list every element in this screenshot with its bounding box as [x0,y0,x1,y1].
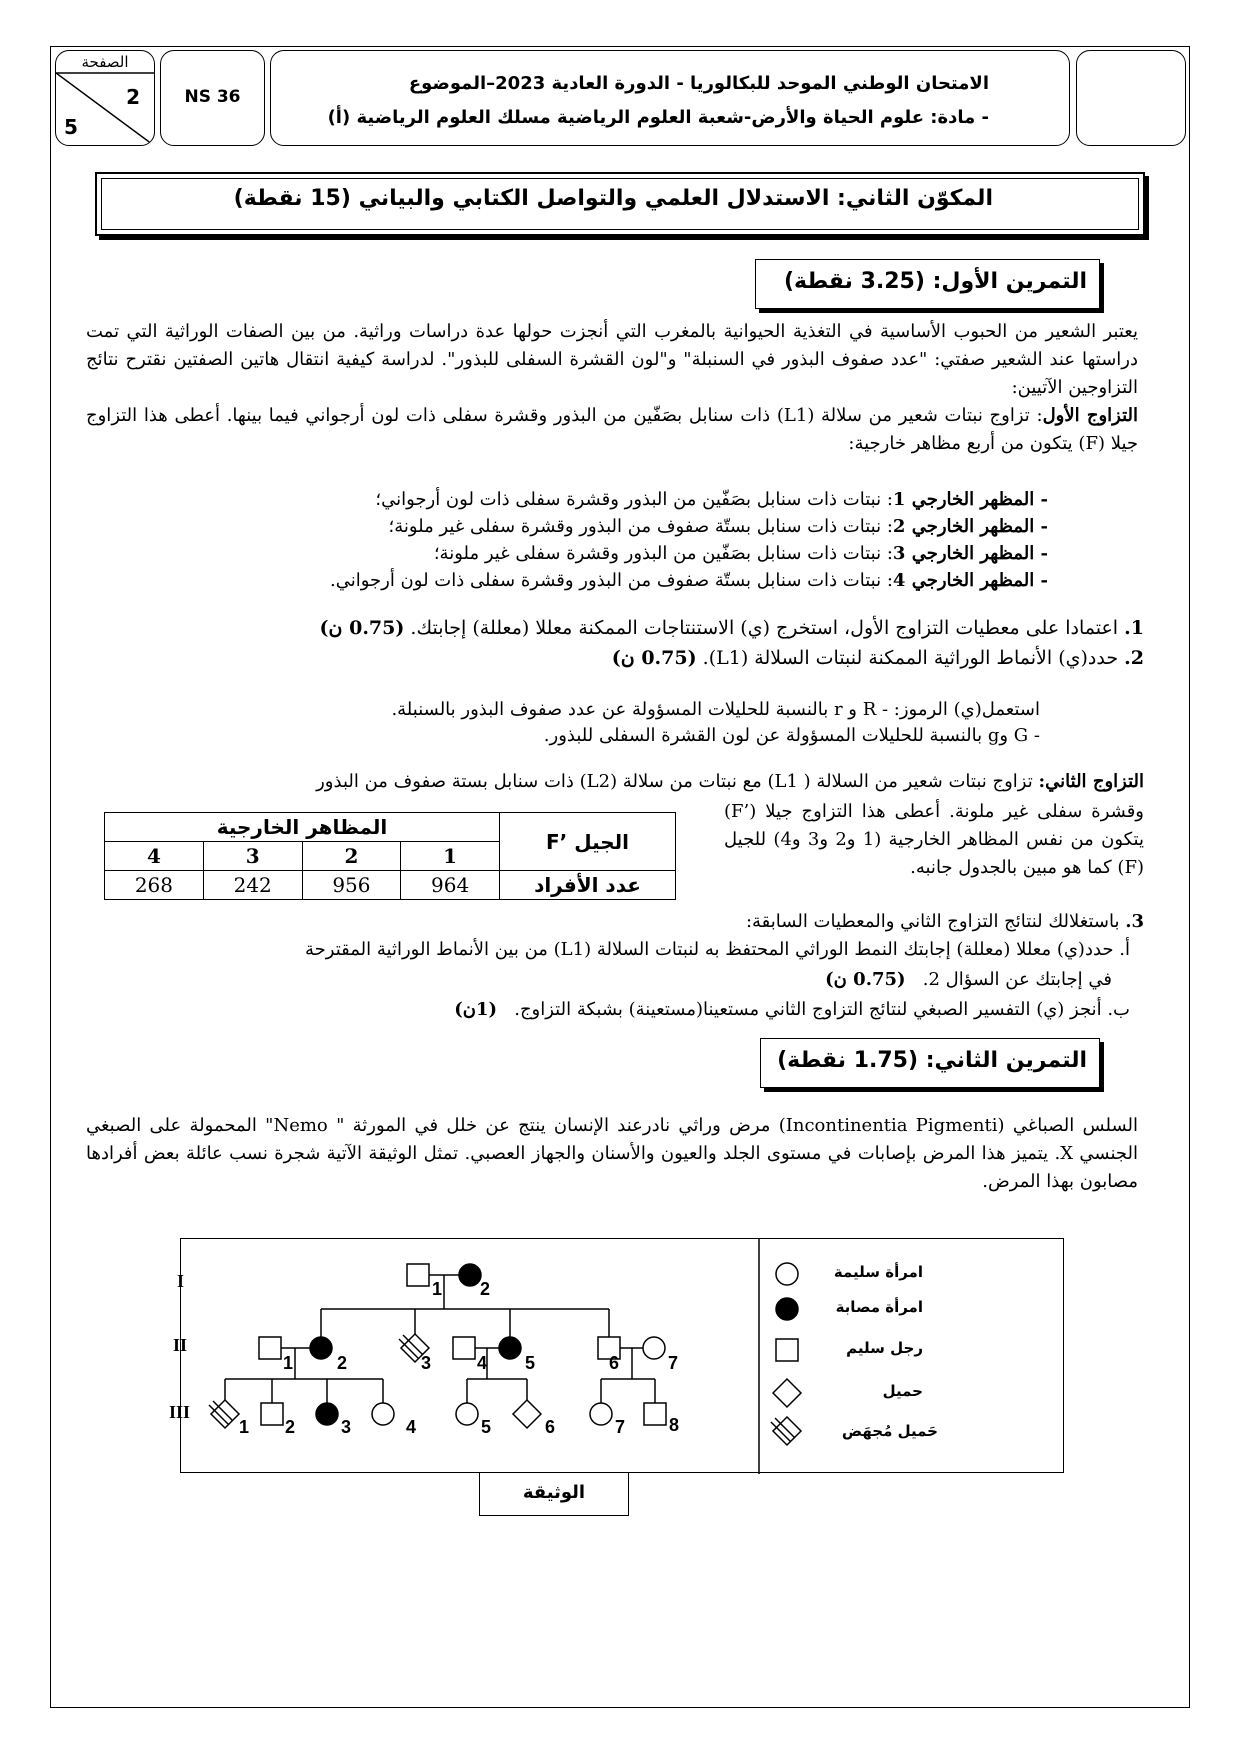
III-2-healthy-man [261,1403,283,1425]
page-label: الصفحة [81,53,129,71]
page-number: 2 [126,85,140,109]
II-2-label: 2 [337,1353,348,1373]
symbols-line2: - G وg بالنسبة للحليلات المسؤولة عن لون القشرة السفلى للبذور. [543,725,1040,746]
table-col-2: 2 [302,842,401,871]
page-total: 5 [64,115,78,139]
exercise1-title: التمرين الأول: (3.25 نقطة) [783,269,1087,294]
III-4-label: 4 [406,1417,417,1437]
phenotype-4: - المظهر الخارجي 4: نبتات ذات سنابل بستّة صفوف من البذور وقشرة سفلى ذات لون أرجواني. [329,570,1048,591]
table-count-label: عدد الأفراد [500,871,676,900]
II-7-label: 7 [668,1353,679,1373]
page-number-box [55,50,155,146]
cross1-text: : تزاوج نبتات شعير من سلالة (L1) ذات سنابل بصَفّين من البذور وقشرة سفلى ذات لون أرجواني فيما بينها. أعطى هذا التزاوج جيلا (F) يتكون من أربع مظاهر خارجية: [86,405,1138,454]
question-1: 1. اعتمادا على معطيات التزاوج الأول، استخرج (ي) الاستنتاجات الممكنة معللا (معللة) إجابتك. (0.75 ن) [319,617,1144,639]
symbols-line1: استعمل(ي) الرموز: - R و r بالنسبة للحليلات المسؤولة عن عدد صفوف البذور بالسنبلة. [391,699,1040,720]
exam-title-box [270,50,1070,146]
gen-label-I: I [177,1271,185,1291]
III-6-fetus [513,1400,541,1428]
pedigree-document [169,1238,1064,1473]
II-4-healthy-man [453,1337,475,1359]
III-2-label: 2 [285,1417,296,1437]
cross2-line1: التزاوج الثاني: تزاوج نبتات شعير من السلالة ( L1) مع نبتات من سلالة (L2) ذات سنابل بستة صفوف من البذور [316,771,1144,792]
document-caption: الوثيقة [522,1482,586,1503]
legend-affected-woman: امرأة مصابة [835,1298,923,1316]
III-1-label: 1 [239,1417,250,1437]
III-8-healthy-man [644,1403,666,1425]
cross1-paragraph [86,402,1138,458]
phenotype-1: - المظهر الخارجي 1: نبتات ذات سنابل بصَفّين من البذور وقشرة سفلى ذات لون أرجواني؛ [375,489,1048,510]
exam-title-line2: - مادة: علوم الحياة والأرض-شعبة العلوم الرياضية مسلك العلوم الرياضية (أ) [327,107,989,128]
legend-healthy-woman: امرأة سليمة [833,1263,923,1281]
question-3a-cont: في إجابتك عن السؤال 2. (0.75 ن) [825,969,1112,990]
gen-label-II: II [173,1335,188,1355]
gen-label-III: III [169,1402,191,1422]
III-5-healthy-woman [456,1403,478,1425]
table-value-4: 268 [105,871,204,900]
I-2-affected-woman [459,1264,481,1286]
document-caption-box [479,1472,629,1516]
exercise2-title: التمرين الثاني: (1.75 نقطة) [777,1048,1087,1073]
legend-aborted-fetus-symbol [771,1417,801,1445]
table-col-3: 3 [203,842,302,871]
exam-code: NS 36 [184,87,241,107]
results-table [104,812,676,900]
legend-aborted-fetus: حَميل مُجهَض [841,1422,938,1440]
cross1-label: التزاوج الأول [1042,405,1139,426]
exam-title-line1: الامتحان الوطني الموحد للبكالوريا - الدورة العادية 2023–الموضوع [408,73,989,94]
II-5-label: 5 [525,1353,536,1373]
II-1-label: 1 [283,1353,294,1373]
II-7-healthy-woman [643,1337,665,1359]
III-4-healthy-woman [372,1403,394,1425]
legend-fetus-symbol [773,1379,801,1407]
exercise1-intro: يعتبر الشعير من الحبوب الأساسية في التغذية الحيوانية بالمغرب التي أنجزت حولها عدة دراسات وراثية. من بين الصفات الوراثية التي تمت دراستها عند الشعير صفتي: "عدد صفوف البذور في السنبلة" و"لون القشرة السفلى للبذور". لدراسة كيفية انتقال هاتين الصفتين نقترح نتائج التزاوجين الآتيين: [86,321,1138,398]
II-3-label: 3 [421,1353,432,1373]
legend-affected-woman-symbol [776,1298,798,1320]
cross2-rest: وقشرة سفلى غير ملونة. أعطى هذا التزاوج جيلا (’F) يتكون من نفس المظاهر الخارجية (1 و2 و3 و4) للجيل (F) كما هو مبين بالجدول جانبه. [724,801,1145,878]
III-3-label: 3 [341,1417,352,1437]
III-7-label: 7 [615,1417,626,1437]
legend-healthy-woman-symbol [776,1263,798,1285]
question-3a: أ. حدد(ي) معللا (معللة) إجابتك النمط الوراثي المحتفظ به لنبتات السلالة (L1) من بين الأنماط الوراثية المقترحة [305,939,1130,960]
legend-fetus: حميل [882,1382,923,1400]
exercise2-intro: السلس الصباغي (Incontinentia Pigmenti) مرض وراثي نادرعند الإنسان ينتج عن خلل في المورثة " Nemo" المحمولة على الصبغي الجنسي X. يتميز هذا المرض بإصابات في مستوى الجلد والعيون والأسنان والجهاز العصبي. تمثل الوثيقة الآتية شجرة نسب عائلة بعض أفرادها مصابون بهذا المرض. [86,1115,1139,1192]
III-6-label: 6 [545,1417,556,1437]
header-blank-box [1076,50,1186,146]
table-col-1: 1 [401,842,500,871]
table-generation-header: الجيل ’F [500,813,676,871]
II-2-affected-woman [310,1337,332,1359]
I-1-healthy-man [407,1264,429,1286]
table-value-1: 964 [401,871,500,900]
III-1-aborted-fetus [209,1400,239,1428]
II-6-label: 6 [609,1353,620,1373]
III-8-label: 8 [669,1415,680,1435]
table-value-3: 242 [203,871,302,900]
III-5-label: 5 [481,1417,492,1437]
I-2-label: 2 [480,1279,491,1299]
table-value-2: 956 [302,871,401,900]
table-col-4: 4 [105,842,204,871]
exam-code-box [160,50,265,146]
III-3-affected-woman [316,1403,338,1425]
question-3: 3. باستغلالك لنتائج التزاوج الثاني والمعطيات السابقة: [745,911,1144,932]
phenotype-3: - المظهر الخارجي 3: نبتات ذات سنابل بصَفّين من البذور وقشرة سفلى غير ملونة؛ [433,543,1048,564]
question-2: 2. حدد(ي) الأنماط الوراثية الممكنة لنبتات السلالة (L1). (0.75 ن) [611,647,1144,669]
legend-healthy-man-symbol [776,1339,798,1361]
legend-healthy-man: رجل سليم [846,1339,923,1357]
III-7-healthy-woman [590,1403,612,1425]
question-3b: ب. أنجز (ي) التفسير الصبغي لنتائج التزاوج الثاني مستعينا(مستعينة) بشبكة التزاوج. (1ن) [454,999,1130,1020]
I-1-label: 1 [432,1279,443,1299]
phenotype-2: - المظهر الخارجي 2: نبتات ذات سنابل بستّة صفوف من البذور وقشرة سفلى غير ملونة؛ [388,516,1048,537]
section-title-box [95,172,1145,236]
exercise1-title-box [755,259,1100,309]
section-title: المكوّن الثاني: الاستدلال العلمي والتواصل الكتابي والبياني (15 نقطة) [233,186,993,211]
II-4-label: 4 [477,1353,488,1373]
table-phenotypes-header: المظاهر الخارجية [105,813,500,842]
exercise2-title-box [760,1038,1100,1088]
II-1-healthy-man [259,1337,281,1359]
II-5-affected-woman [499,1337,521,1359]
